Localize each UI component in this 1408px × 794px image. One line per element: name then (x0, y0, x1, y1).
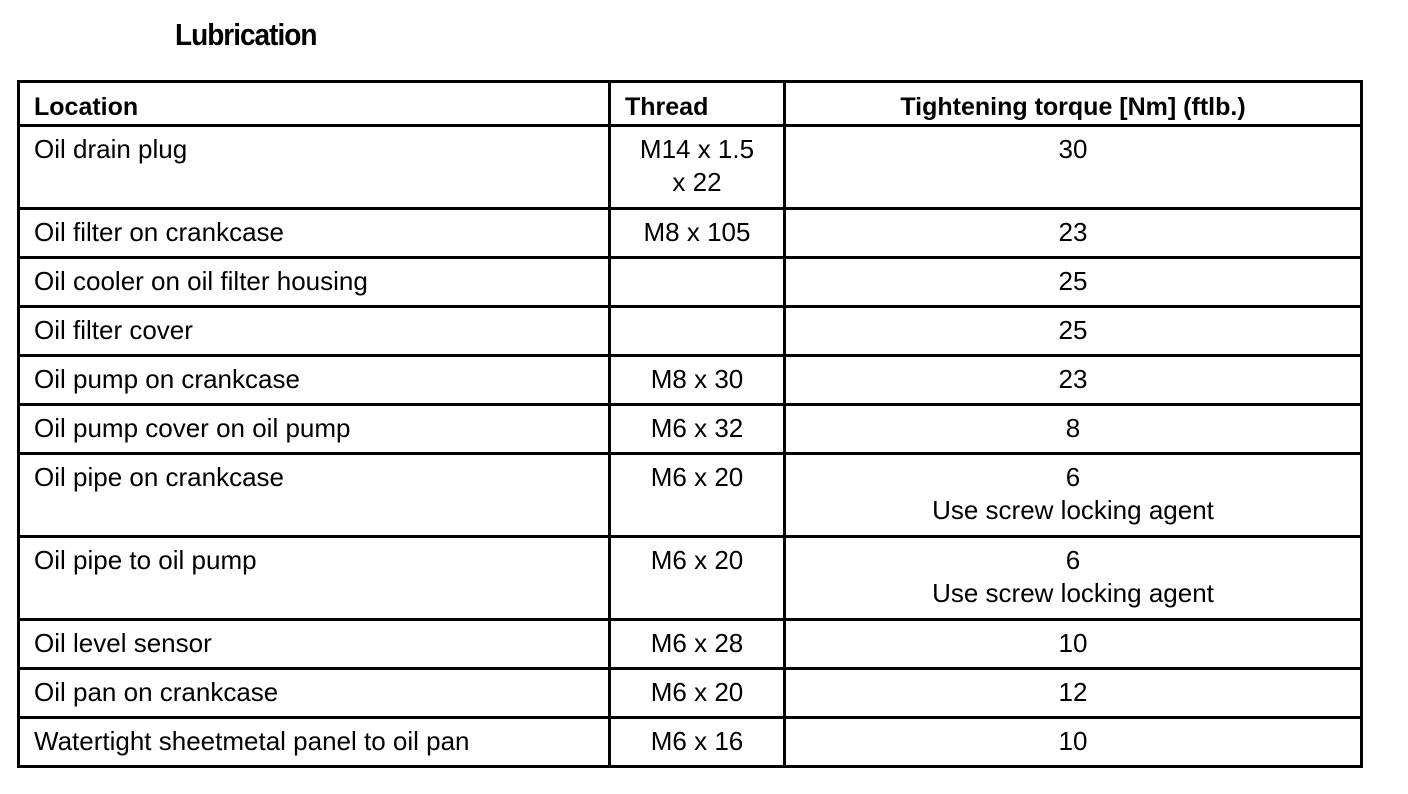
torque-spec-table (17, 80, 1363, 768)
cell-torque (785, 307, 1362, 356)
torque-value: 8 (1065, 413, 1081, 443)
table-row (19, 209, 1362, 258)
cell-thread (610, 405, 785, 454)
cell-thread (610, 620, 785, 669)
table-row (19, 405, 1362, 454)
cell-torque (785, 454, 1362, 537)
cell-thread (610, 126, 785, 209)
cell-location: Oil pump cover on oil pump (19, 405, 610, 454)
torque-value: 25 (1058, 315, 1088, 345)
cell-thread (610, 537, 785, 620)
thread-line: M6 x 32 (650, 413, 744, 443)
cell-thread (610, 307, 785, 356)
table-header-row (19, 82, 1362, 126)
thread-line: M6 x 20 (650, 677, 744, 707)
cell-torque (785, 718, 1362, 767)
cell-location: Oil filter cover (19, 307, 610, 356)
section-title: Lubrication (175, 18, 317, 52)
cell-location: Oil level sensor (19, 620, 610, 669)
thread-line: M14 x 1.5 (639, 134, 755, 164)
cell-thread (610, 454, 785, 537)
torque-value: 10 (1058, 726, 1088, 756)
table-row (19, 620, 1362, 669)
cell-torque (785, 405, 1362, 454)
cell-location: Oil pipe on crankcase (19, 454, 610, 537)
header-thread: Thread (610, 82, 785, 126)
table-row (19, 126, 1362, 209)
thread-line: M8 x 105 (643, 217, 751, 247)
torque-value: 30 (1058, 134, 1088, 164)
table-row (19, 669, 1362, 718)
table-row (19, 537, 1362, 620)
torque-value: 23 (1058, 364, 1088, 394)
cell-torque (785, 669, 1362, 718)
table-row (19, 356, 1362, 405)
header-torque: Tightening torque [Nm] (ftlb.) (785, 82, 1362, 126)
thread-line: M6 x 28 (650, 628, 744, 658)
cell-torque (785, 537, 1362, 620)
cell-location: Oil cooler on oil filter housing (19, 258, 610, 307)
table-row (19, 454, 1362, 537)
cell-thread (610, 209, 785, 258)
torque-note: Use screw locking agent (932, 578, 1214, 608)
table-row (19, 718, 1362, 767)
torque-value: 10 (1058, 628, 1088, 658)
cell-torque (785, 356, 1362, 405)
cell-thread (610, 356, 785, 405)
table-row (19, 258, 1362, 307)
table-body (19, 126, 1362, 767)
torque-note: Use screw locking agent (932, 495, 1214, 525)
cell-location: Oil pan on crankcase (19, 669, 610, 718)
torque-value: 6 (1065, 462, 1081, 492)
torque-value: 23 (1058, 217, 1088, 247)
cell-torque (785, 258, 1362, 307)
cell-location: Oil pump on crankcase (19, 356, 610, 405)
thread-line: M6 x 20 (650, 462, 744, 492)
cell-torque (785, 620, 1362, 669)
cell-thread (610, 669, 785, 718)
cell-torque (785, 126, 1362, 209)
cell-location: Oil filter on crankcase (19, 209, 610, 258)
cell-location: Watertight sheetmetal panel to oil pan (19, 718, 610, 767)
thread-line: M6 x 16 (650, 726, 744, 756)
header-location: Location (19, 82, 610, 126)
table-row (19, 307, 1362, 356)
cell-thread (610, 718, 785, 767)
cell-torque (785, 209, 1362, 258)
thread-line: x 22 (672, 167, 722, 197)
torque-value: 6 (1065, 545, 1081, 575)
thread-line: M8 x 30 (650, 364, 744, 394)
torque-value: 25 (1058, 266, 1088, 296)
cell-thread (610, 258, 785, 307)
thread-line: M6 x 20 (650, 545, 744, 575)
cell-location: Oil drain plug (19, 126, 610, 209)
torque-value: 12 (1058, 677, 1088, 707)
cell-location: Oil pipe to oil pump (19, 537, 610, 620)
